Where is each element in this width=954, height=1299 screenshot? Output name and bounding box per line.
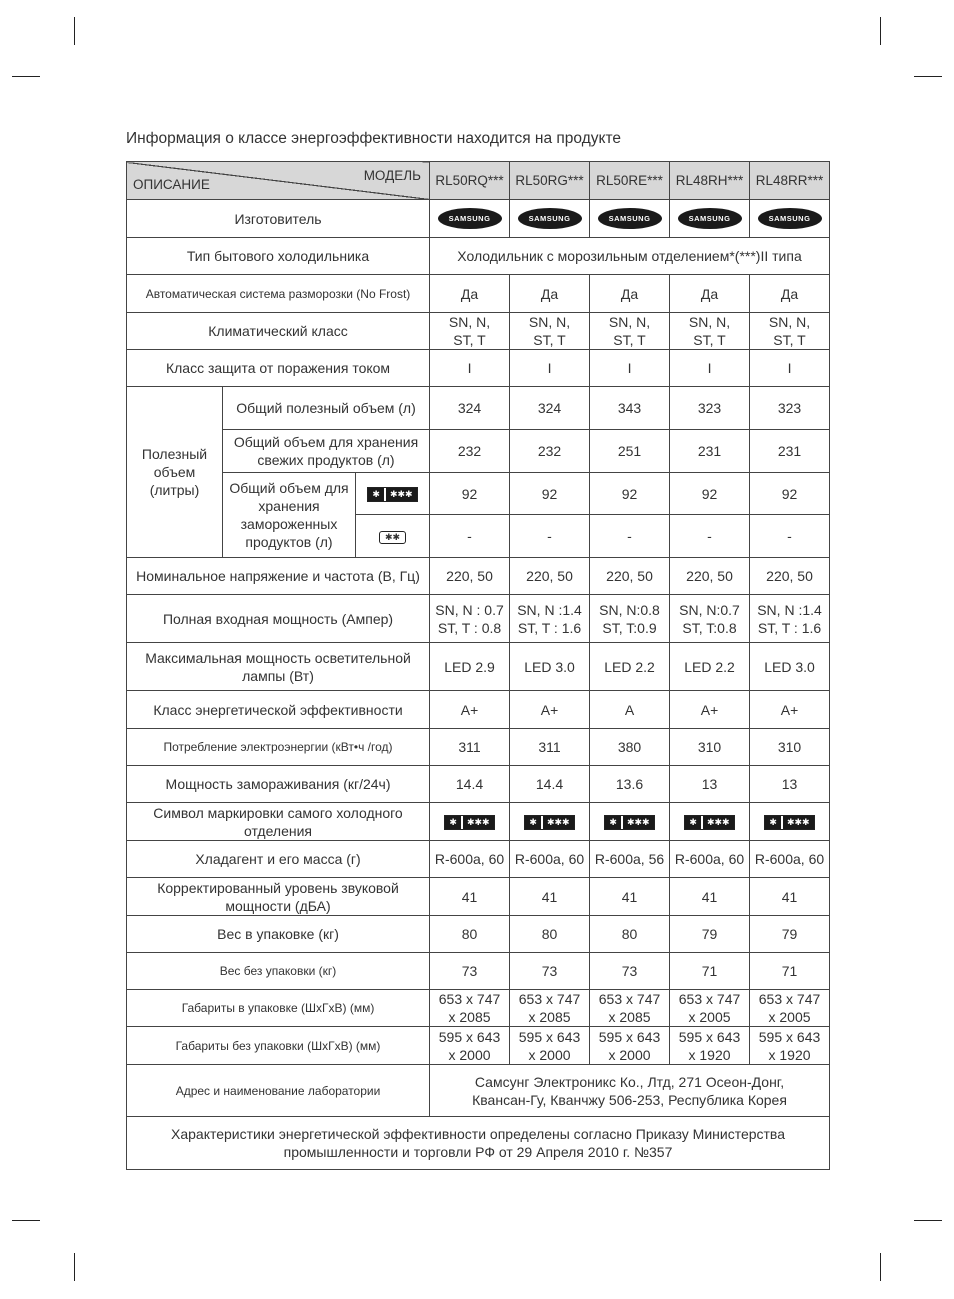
- cell-value: 71: [750, 953, 830, 990]
- row-manufacturer: [127, 200, 830, 238]
- row-type: [127, 238, 830, 275]
- dims-line: x 1920: [688, 1046, 731, 1063]
- samsung-logo: SAMSUNG: [518, 208, 582, 229]
- dims-line: 595 x 643: [438, 1028, 501, 1045]
- dims-line: x 2000: [448, 1046, 491, 1063]
- cell-value: 14.4: [510, 766, 590, 803]
- dims-line: x 2085: [448, 1009, 491, 1025]
- cell-value: 80: [430, 916, 510, 953]
- cell-value: 80: [510, 916, 590, 953]
- climate-line: SN, N,: [688, 314, 731, 330]
- cell-value: 13.6: [590, 766, 670, 803]
- star-first: ✱: [605, 816, 621, 829]
- cell-value: 310: [750, 729, 830, 766]
- row-dims-packed: [127, 990, 830, 1027]
- three-star-symbol: [444, 815, 494, 830]
- row-label: Общий полезный объем (л): [223, 387, 430, 430]
- lab-line: Квансан-Гу, Кванчжу 506-253, Республика Корея: [472, 1091, 787, 1108]
- page-heading: Информация о классе энергоэффективности находится на продукте: [126, 130, 621, 147]
- row-noise: [127, 878, 830, 916]
- row-label: Символ маркировки самого холодного отделения: [127, 803, 430, 841]
- cell-value: 13: [750, 766, 830, 803]
- cell-value: R-600a, 60: [510, 841, 590, 878]
- row-climate: [127, 313, 830, 350]
- cell-value: 92: [430, 473, 510, 515]
- row-voltage: [127, 558, 830, 595]
- row-label: Номинальное напряжение и частота (В, Гц): [127, 558, 430, 595]
- cell-value: 41: [590, 878, 670, 916]
- model-name: RL50RQ***: [430, 162, 510, 200]
- current-line: SN, N:0.8: [599, 601, 660, 618]
- current-line: ST, T:0.8: [682, 619, 737, 636]
- cell-value: LED 3.0: [750, 643, 830, 691]
- cell-value: 92: [510, 473, 590, 515]
- cell-value: LED 2.2: [590, 643, 670, 691]
- star-rest: ✱✱✱: [541, 816, 574, 829]
- crop-mark: [12, 1220, 40, 1221]
- row-label: Потребление электроэнергии (кВт•ч /год): [127, 729, 430, 766]
- footer-line: Характеристики энергетической эффективности определены согласно Приказу Министерства: [171, 1126, 785, 1142]
- cell-value: 79: [750, 916, 830, 953]
- three-star-symbol: [524, 815, 574, 830]
- cell-value: A: [590, 691, 670, 729]
- climate-line: ST, T: [453, 332, 486, 348]
- dims-line: x 2085: [608, 1009, 651, 1025]
- row-volume-frozen3: [127, 473, 830, 515]
- three-star-symbol: [684, 815, 734, 830]
- two-star-symbol: ✱✱: [379, 531, 406, 544]
- cell-value: 310: [670, 729, 750, 766]
- current-line: ST, T:0.9: [602, 619, 657, 636]
- current-line: ST, T : 1.6: [517, 619, 582, 636]
- star-rest: ✱✱✱: [701, 816, 734, 829]
- row-label: Общий объем для хранения замороженных продуктов (л): [223, 473, 356, 558]
- row-label: Вес в упаковке (кг): [127, 916, 430, 953]
- row-label: Полная входная мощность (Ампер): [127, 595, 430, 643]
- cell-value: 324: [510, 387, 590, 430]
- cell-value: -: [510, 515, 590, 558]
- footer-line: промышленности и торговли РФ от 29 Апреля 2010 г. №357: [283, 1144, 673, 1160]
- row-volume-total: [127, 387, 830, 430]
- three-star-symbol: [604, 815, 654, 830]
- climate-line: SN, N,: [608, 314, 651, 330]
- row-dims-net: [127, 1027, 830, 1065]
- climate-line: SN, N,: [528, 314, 571, 330]
- row-energy-class: [127, 691, 830, 729]
- row-value: Холодильник с морозильным отделением*(***)II типа: [430, 238, 830, 275]
- cell-value: 311: [510, 729, 590, 766]
- spec-table: [126, 161, 830, 1170]
- current-line: SN, N:0.7: [679, 601, 740, 618]
- cell-value: 220, 50: [750, 558, 830, 595]
- star-rest: ✱✱✱: [384, 488, 417, 501]
- dims-line: 595 x 643: [678, 1028, 741, 1045]
- row-label: Климатический класс: [127, 313, 430, 350]
- cell-value: 71: [670, 953, 750, 990]
- row-lab: [127, 1065, 830, 1117]
- row-label: Общий объем для хранения свежих продуктов (л): [223, 430, 430, 473]
- climate-line: ST, T: [613, 332, 646, 348]
- row-label: Класс энергетической эффективности: [127, 691, 430, 729]
- cell-value: I: [750, 350, 830, 387]
- description-header: ОПИСАНИЕ: [133, 177, 210, 192]
- header-row: [127, 162, 830, 200]
- row-nofrost: [127, 275, 830, 313]
- volume-group-label: Полезный объем (литры): [127, 387, 223, 558]
- row-label: Вес без упаковки (кг): [127, 953, 430, 990]
- row-lamp: [127, 643, 830, 691]
- row-consumption: [127, 729, 830, 766]
- cell-value: 220, 50: [510, 558, 590, 595]
- model-name: RL48RH***: [670, 162, 750, 200]
- cell-value: 80: [590, 916, 670, 953]
- cell-value: 92: [750, 473, 830, 515]
- dims-line: 595 x 643: [598, 1028, 661, 1045]
- row-protection: [127, 350, 830, 387]
- dims-line: 653 x 747: [758, 991, 821, 1007]
- model-name: RL48RR***: [750, 162, 830, 200]
- cell-value: 79: [670, 916, 750, 953]
- row-label: Мощность замораживания (кг/24ч): [127, 766, 430, 803]
- cell-value: A+: [750, 691, 830, 729]
- cell-value: 73: [510, 953, 590, 990]
- row-footer: [127, 1117, 830, 1170]
- header-diagonal-cell: [127, 162, 430, 200]
- current-line: SN, N :1.4: [517, 601, 582, 618]
- cell-value: 41: [510, 878, 590, 916]
- cell-value: -: [750, 515, 830, 558]
- star-rest: ✱✱✱: [461, 816, 494, 829]
- lab-line: Самсунг Электроникс Ко., Лтд, 271 Осеон-Донг,: [474, 1073, 785, 1090]
- dims-line: x 2000: [528, 1046, 571, 1063]
- samsung-logo: SAMSUNG: [598, 208, 662, 229]
- dims-line: x 2005: [768, 1009, 811, 1025]
- dims-line: x 2000: [608, 1046, 651, 1063]
- cell-value: 41: [670, 878, 750, 916]
- cell-value: -: [590, 515, 670, 558]
- climate-line: SN, N,: [768, 314, 811, 330]
- star-first: ✱: [445, 816, 461, 829]
- model-name: RL50RG***: [510, 162, 590, 200]
- cell-value: -: [430, 515, 510, 558]
- dims-line: 653 x 747: [438, 991, 501, 1007]
- row-label: Максимальная мощность осветительной лампы (Вт): [127, 643, 430, 691]
- cell-value: I: [430, 350, 510, 387]
- cell-value: Да: [670, 275, 750, 313]
- star-first: ✱: [765, 816, 781, 829]
- row-refrigerant: [127, 841, 830, 878]
- row-label: Хладагент и его масса (г): [127, 841, 430, 878]
- cell-value: 324: [430, 387, 510, 430]
- climate-line: ST, T: [533, 332, 566, 348]
- row-label: Адрес и наименование лаборатории: [127, 1065, 430, 1117]
- current-line: SN, N : 0.7: [435, 601, 504, 618]
- row-current: [127, 595, 830, 643]
- crop-mark: [880, 17, 881, 45]
- cell-value: 231: [670, 430, 750, 473]
- row-volume-fresh: [127, 430, 830, 473]
- cell-value: 220, 50: [670, 558, 750, 595]
- climate-line: SN, N,: [448, 314, 491, 330]
- cell-value: 14.4: [430, 766, 510, 803]
- cell-value: 380: [590, 729, 670, 766]
- cell-value: 92: [670, 473, 750, 515]
- cell-value: R-600a, 60: [430, 841, 510, 878]
- cell-value: 92: [590, 473, 670, 515]
- cell-value: A+: [510, 691, 590, 729]
- cell-value: -: [670, 515, 750, 558]
- star-rest: ✱✱✱: [621, 816, 654, 829]
- dims-line: 653 x 747: [678, 991, 741, 1007]
- cell-value: 220, 50: [430, 558, 510, 595]
- dims-line: x 1920: [768, 1046, 811, 1063]
- cell-value: 323: [670, 387, 750, 430]
- dims-line: 595 x 643: [518, 1028, 581, 1045]
- cell-value: 232: [510, 430, 590, 473]
- crop-mark: [914, 76, 942, 77]
- current-line: ST, T : 0.8: [437, 619, 502, 636]
- crop-mark: [880, 1253, 881, 1281]
- current-line: ST, T : 1.6: [757, 619, 822, 636]
- cell-value: Да: [510, 275, 590, 313]
- star-first: ✱: [685, 816, 701, 829]
- cell-value: 232: [430, 430, 510, 473]
- cell-value: LED 2.2: [670, 643, 750, 691]
- row-weight-packed: [127, 916, 830, 953]
- cell-value: R-600a, 60: [750, 841, 830, 878]
- cell-value: LED 2.9: [430, 643, 510, 691]
- row-label: Корректированный уровень звуковой мощности (дБА): [127, 878, 430, 916]
- cell-value: 343: [590, 387, 670, 430]
- model-name: RL50RE***: [590, 162, 670, 200]
- star-first: ✱: [368, 488, 384, 501]
- samsung-logo: SAMSUNG: [678, 208, 742, 229]
- three-star-symbol: [367, 487, 417, 502]
- cell-value: R-600a, 60: [670, 841, 750, 878]
- cell-value: R-600a, 56: [590, 841, 670, 878]
- dims-line: x 2005: [688, 1009, 731, 1025]
- star-first: ✱: [525, 816, 541, 829]
- cell-value: Да: [590, 275, 670, 313]
- cell-value: 220, 50: [590, 558, 670, 595]
- cell-value: 251: [590, 430, 670, 473]
- cell-value: I: [510, 350, 590, 387]
- samsung-logo: SAMSUNG: [438, 208, 502, 229]
- climate-line: ST, T: [773, 332, 806, 348]
- row-label: Габариты в упаковке (ШхГхВ) (мм): [127, 990, 430, 1027]
- row-label: Изготовитель: [127, 200, 430, 238]
- cell-value: LED 3.0: [510, 643, 590, 691]
- cell-value: 41: [430, 878, 510, 916]
- crop-mark: [12, 76, 40, 77]
- row-weight-net: [127, 953, 830, 990]
- row-label: Габариты без упаковки (ШхГхВ) (мм): [127, 1027, 430, 1065]
- dims-line: x 2085: [528, 1009, 571, 1025]
- dims-line: 595 x 643: [758, 1028, 821, 1045]
- row-marking: [127, 803, 830, 841]
- three-star-symbol: [764, 815, 814, 830]
- cell-value: A+: [670, 691, 750, 729]
- cell-value: 41: [750, 878, 830, 916]
- cell-value: 311: [430, 729, 510, 766]
- current-line: SN, N :1.4: [757, 601, 822, 618]
- climate-line: ST, T: [693, 332, 726, 348]
- samsung-logo: SAMSUNG: [758, 208, 822, 229]
- cell-value: 323: [750, 387, 830, 430]
- crop-mark: [74, 1253, 75, 1281]
- dims-line: 653 x 747: [598, 991, 661, 1007]
- model-header: МОДЕЛЬ: [363, 168, 422, 183]
- cell-value: Да: [430, 275, 510, 313]
- cell-value: A+: [430, 691, 510, 729]
- row-freezing: [127, 766, 830, 803]
- crop-mark: [74, 17, 75, 45]
- dims-line: 653 x 747: [518, 991, 581, 1007]
- cell-value: Да: [750, 275, 830, 313]
- star-rest: ✱✱✱: [781, 816, 814, 829]
- crop-mark: [914, 1220, 942, 1221]
- row-label: Класс защита от поражения током: [127, 350, 430, 387]
- cell-value: 73: [590, 953, 670, 990]
- cell-value: 231: [750, 430, 830, 473]
- row-label: Автоматическая система разморозки (No Frost): [127, 275, 430, 313]
- cell-value: I: [590, 350, 670, 387]
- cell-value: 13: [670, 766, 750, 803]
- row-label: Тип бытового холодильника: [127, 238, 430, 275]
- cell-value: 73: [430, 953, 510, 990]
- cell-value: I: [670, 350, 750, 387]
